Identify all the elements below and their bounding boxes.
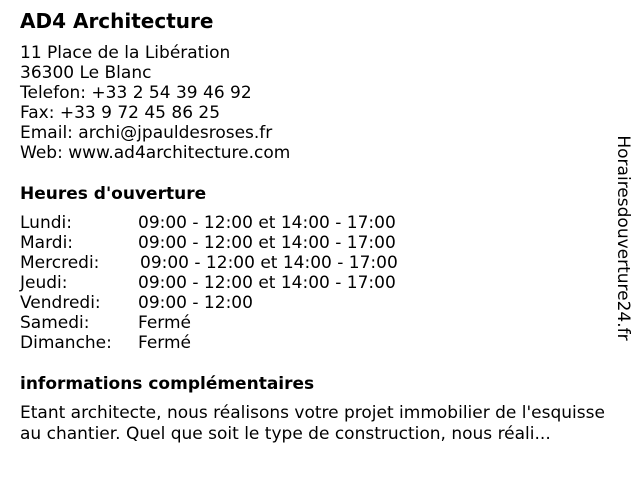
info-description: Etant architecte, nous réalisons votre projet immobilier de l'esquisse au chantier. Quel que soit le type de construction, nous réali... xyxy=(20,403,605,444)
hours-time: Fermé xyxy=(138,333,192,353)
hours-time: 09:00 - 12:00 et 14:00 - 17:00 xyxy=(138,233,396,253)
address-line-1: 11 Place de la Libération xyxy=(20,43,231,63)
email-address: Email: archi@jpauldesroses.fr xyxy=(20,123,273,143)
hours-time: 09:00 - 12:00 et 14:00 - 17:00 xyxy=(140,253,398,273)
hours-time: 09:00 - 12:00 et 14:00 - 17:00 xyxy=(138,213,396,233)
contact-block xyxy=(20,43,290,163)
address-line-2: 36300 Le Blanc xyxy=(20,63,152,83)
hours-heading: Heures d'ouverture xyxy=(20,184,207,204)
fax-number: Fax: +33 9 72 45 86 25 xyxy=(20,103,221,123)
hours-day: Vendredi: xyxy=(20,293,101,313)
hours-day: Mercredi: xyxy=(20,253,100,273)
website-url: Web: www.ad4architecture.com xyxy=(20,143,291,163)
hours-day: Dimanche: xyxy=(20,333,112,353)
hours-day: Jeudi: xyxy=(20,273,68,293)
hours-time: Fermé xyxy=(138,313,192,333)
business-name: AD4 Architecture xyxy=(20,9,214,33)
info-heading: informations complémentaires xyxy=(20,374,315,394)
hours-time: 09:00 - 12:00 et 14:00 - 17:00 xyxy=(138,273,396,293)
hours-day: Lundi: xyxy=(20,213,72,233)
hours-day: Samedi: xyxy=(20,313,90,333)
hours-time: 09:00 - 12:00 xyxy=(138,293,253,313)
hours-day: Mardi: xyxy=(20,233,74,253)
site-watermark: Horairesdouverture24.fr xyxy=(613,135,633,341)
phone-number: Telefon: +33 2 54 39 46 92 xyxy=(20,83,252,103)
